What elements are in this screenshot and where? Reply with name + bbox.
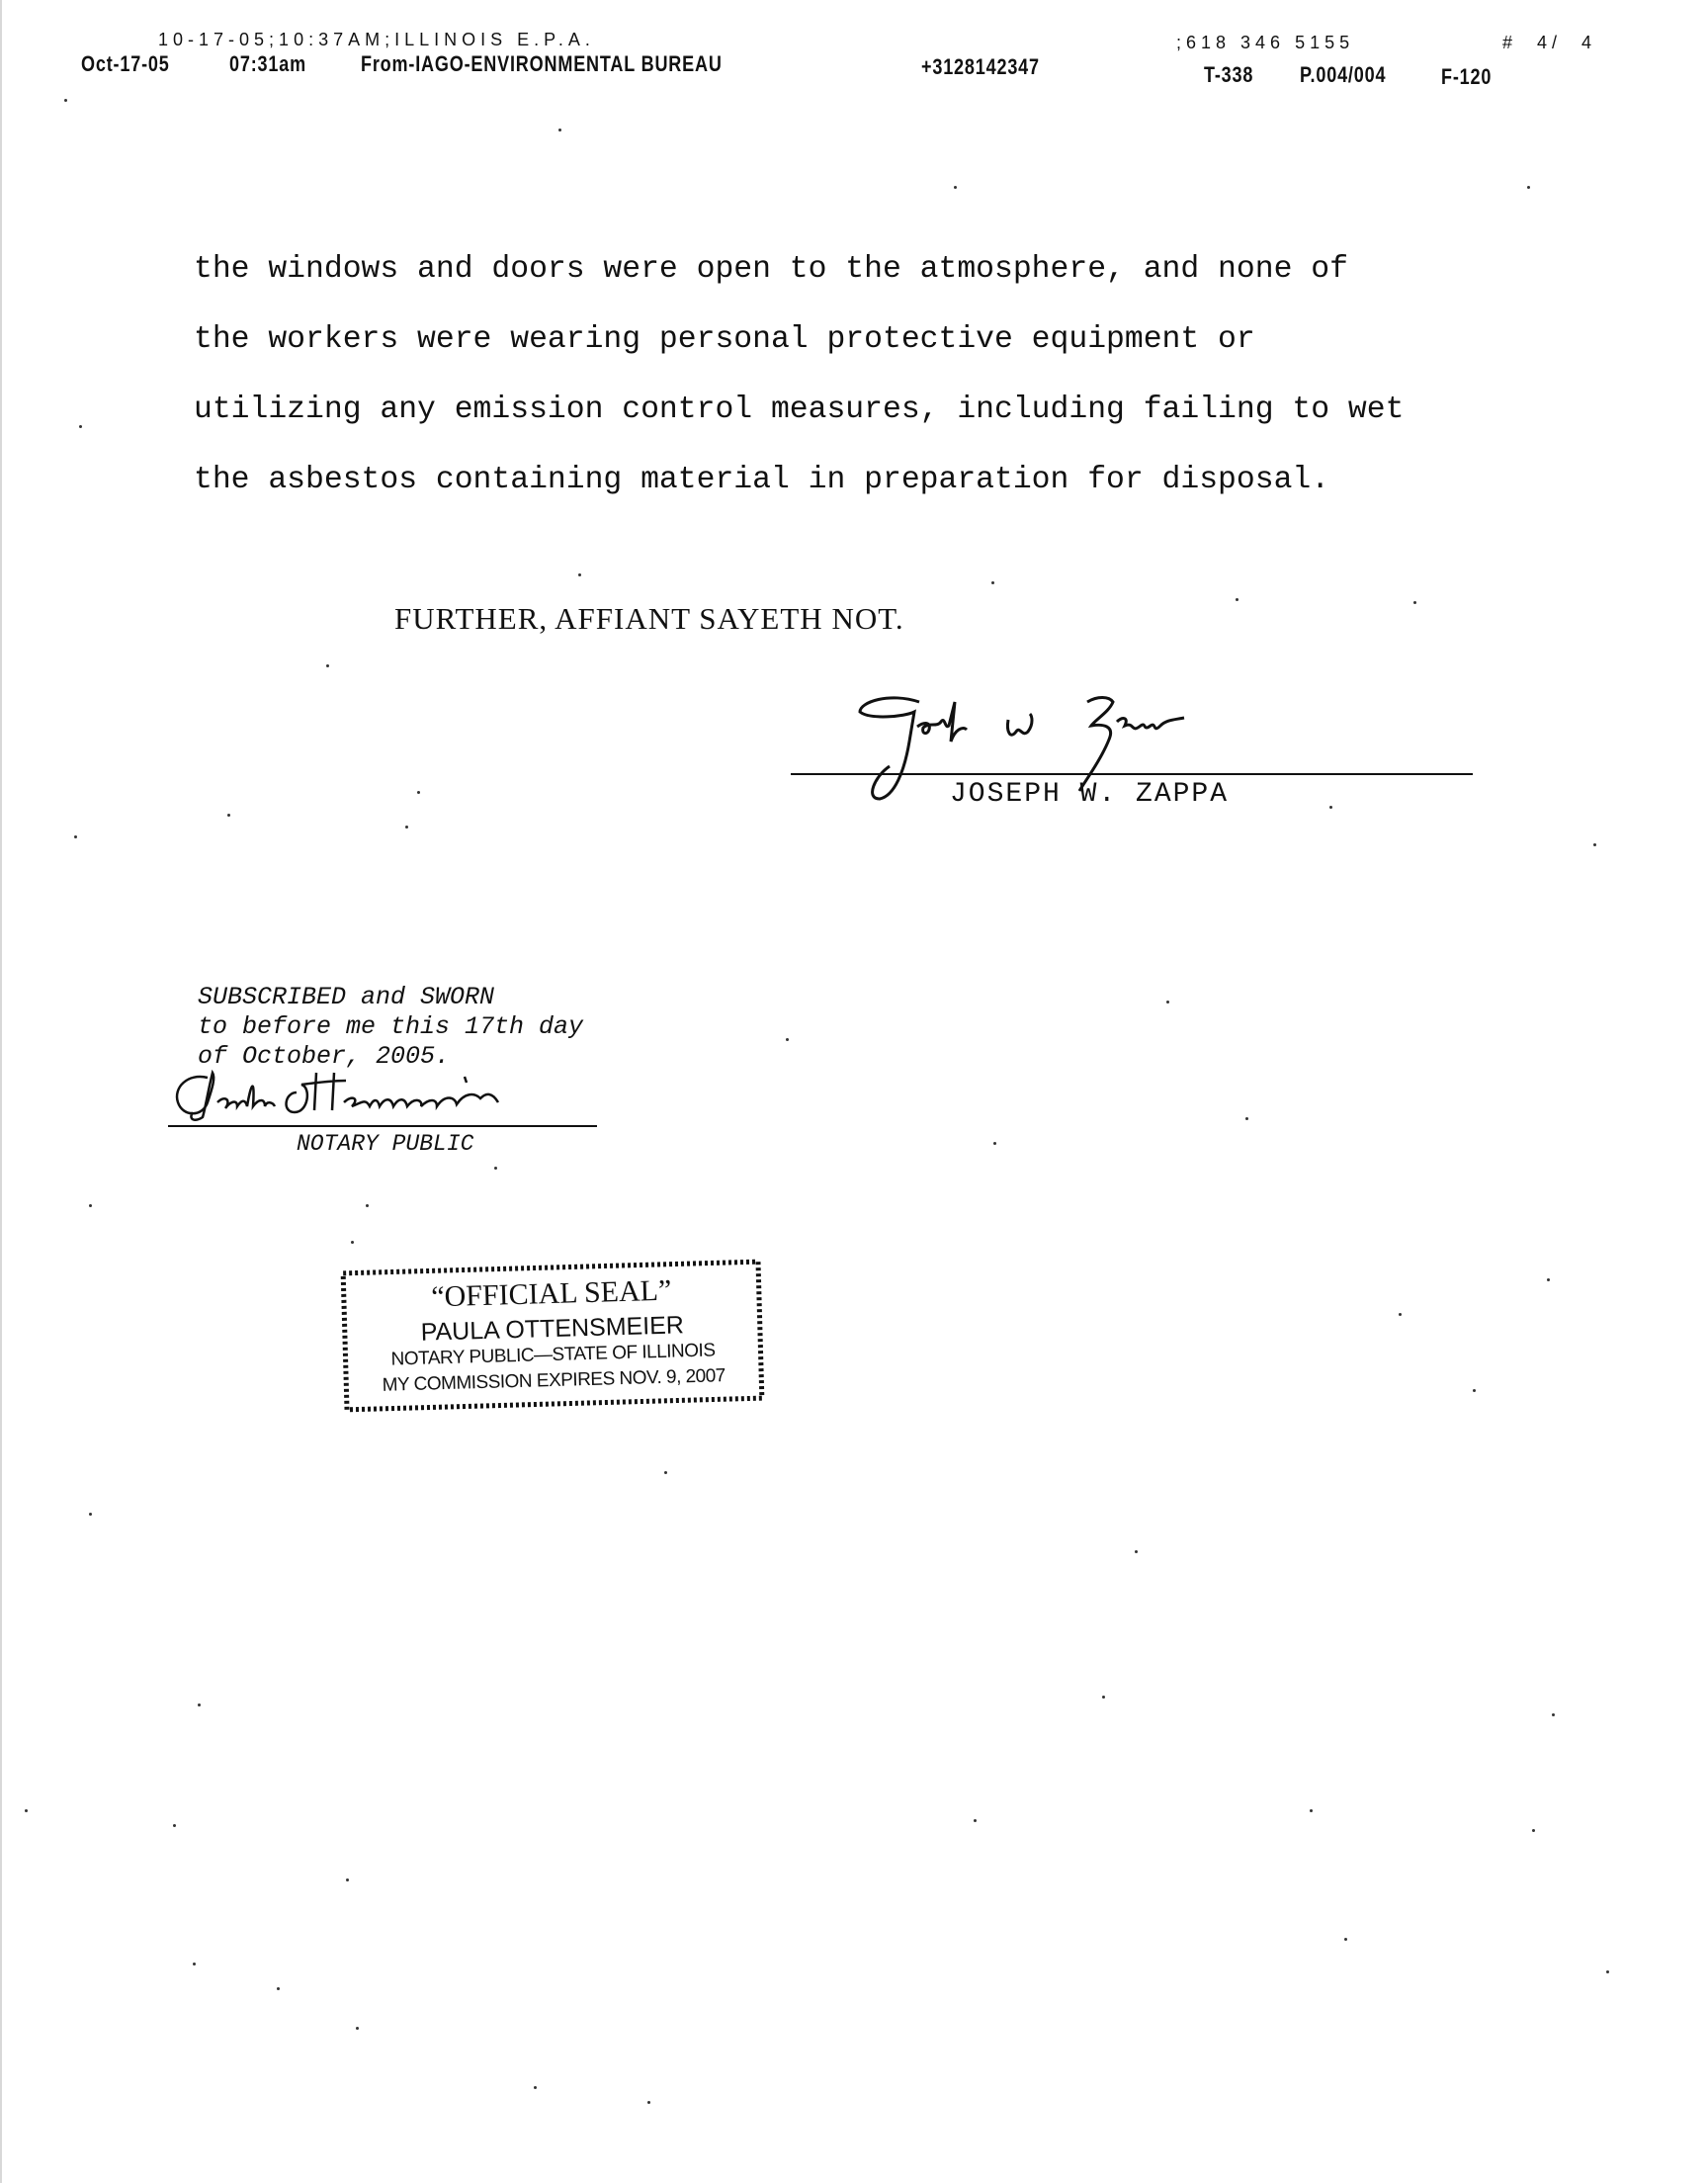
scan-speck	[227, 814, 230, 817]
scan-speck	[193, 1963, 196, 1965]
scan-speck	[1102, 1696, 1105, 1699]
scan-speck	[991, 581, 994, 584]
scan-speck	[89, 1513, 92, 1516]
body-line-4: the asbestos containing material in preparation for disposal.	[194, 463, 1330, 497]
jurat-line-1: SUBSCRIBED and SWORN	[198, 983, 495, 1011]
scan-speck	[1473, 1389, 1476, 1392]
fax-header-f-number: F-120	[1441, 64, 1493, 89]
body-line-1: the windows and doors were open to the atmosphere, and none of	[194, 252, 1348, 287]
further-affiant-statement: FURTHER, AFFIANT SAYETH NOT.	[394, 601, 904, 636]
scan-speck	[89, 1204, 92, 1207]
scan-speck	[664, 1471, 667, 1474]
scan-speck	[173, 1824, 176, 1827]
scan-speck	[974, 1819, 977, 1822]
scan-speck	[405, 826, 408, 829]
scan-speck	[326, 664, 329, 667]
scan-speck	[1606, 1970, 1609, 1973]
body-line-2: the workers were wearing personal protective equipment or	[194, 322, 1255, 357]
fax-header-page-count: P.004/004	[1300, 62, 1387, 87]
scan-speck	[494, 1167, 497, 1170]
jurat-line-2: to before me this 17th day	[198, 1012, 584, 1041]
scan-speck	[1547, 1278, 1550, 1281]
affiant-signature-line	[791, 773, 1473, 775]
scan-speck	[1135, 1550, 1138, 1553]
body-line-3: utilizing any emission control measures, including failing to wet	[194, 393, 1405, 427]
fax-header-page: # 4/ 4	[1502, 33, 1597, 52]
scan-speck	[366, 1204, 369, 1207]
affiant-name: JOSEPH W. ZAPPA	[950, 779, 1230, 810]
fax-header-date: Oct-17-05	[81, 51, 170, 76]
fax-header-line1-left: 10-17-05;10:37AM;ILLINOIS E.P.A.	[158, 30, 595, 49]
scan-speck	[346, 1878, 349, 1881]
scan-speck	[1413, 601, 1416, 604]
scan-speck	[1552, 1713, 1555, 1716]
seal-commission-expiry: MY COMMISSION EXPIRES NOV. 9, 2007	[382, 1365, 726, 1396]
fax-header-from: From-IAGO-ENVIRONMENTAL BUREAU	[361, 51, 723, 76]
scan-speck	[1399, 1313, 1402, 1316]
scan-speck	[1166, 1001, 1169, 1004]
scan-speck	[351, 1241, 354, 1244]
scan-speck	[786, 1038, 789, 1041]
scan-speck	[25, 1809, 28, 1812]
fax-header-phone: +3128142347	[921, 54, 1040, 79]
scan-speck	[277, 1987, 280, 1990]
scan-speck	[1329, 806, 1332, 809]
notary-signature-line	[168, 1125, 597, 1127]
scan-speck	[1245, 1117, 1248, 1120]
scan-speck	[578, 573, 581, 576]
scan-speck	[993, 1142, 996, 1145]
scan-speck	[198, 1703, 201, 1706]
seal-heading: “OFFICIAL SEAL”	[430, 1273, 672, 1314]
official-seal-stamp	[339, 1258, 766, 1414]
scan-speck	[558, 129, 561, 131]
fax-header-t-number: T-338	[1204, 62, 1254, 87]
scan-speck	[534, 2086, 537, 2089]
scan-speck	[1532, 1829, 1535, 1832]
scan-speck	[1236, 598, 1238, 601]
seal-notary-state: NOTARY PUBLIC—STATE OF ILLINOIS	[390, 1340, 716, 1370]
scan-speck	[356, 2027, 359, 2030]
scan-speck	[647, 2101, 650, 2104]
scan-speck	[1310, 1809, 1313, 1812]
scan-speck	[954, 186, 957, 189]
scan-speck	[1593, 843, 1596, 846]
jurat-line-3: of October, 2005.	[198, 1042, 451, 1071]
scan-speck	[79, 425, 82, 428]
notary-signature	[168, 1063, 603, 1132]
scan-speck	[1344, 1938, 1347, 1941]
page-edge	[0, 0, 2, 2183]
seal-notary-name: PAULA OTTENSMEIER	[420, 1311, 685, 1347]
scan-speck	[1527, 186, 1530, 189]
scan-speck	[417, 791, 420, 794]
scan-speck	[64, 99, 67, 102]
fax-header-line1-right: ;618 346 5155	[1176, 33, 1355, 52]
notary-title: NOTARY PUBLIC	[297, 1131, 474, 1157]
scan-speck	[74, 835, 77, 838]
fax-header-time: 07:31am	[229, 51, 306, 76]
